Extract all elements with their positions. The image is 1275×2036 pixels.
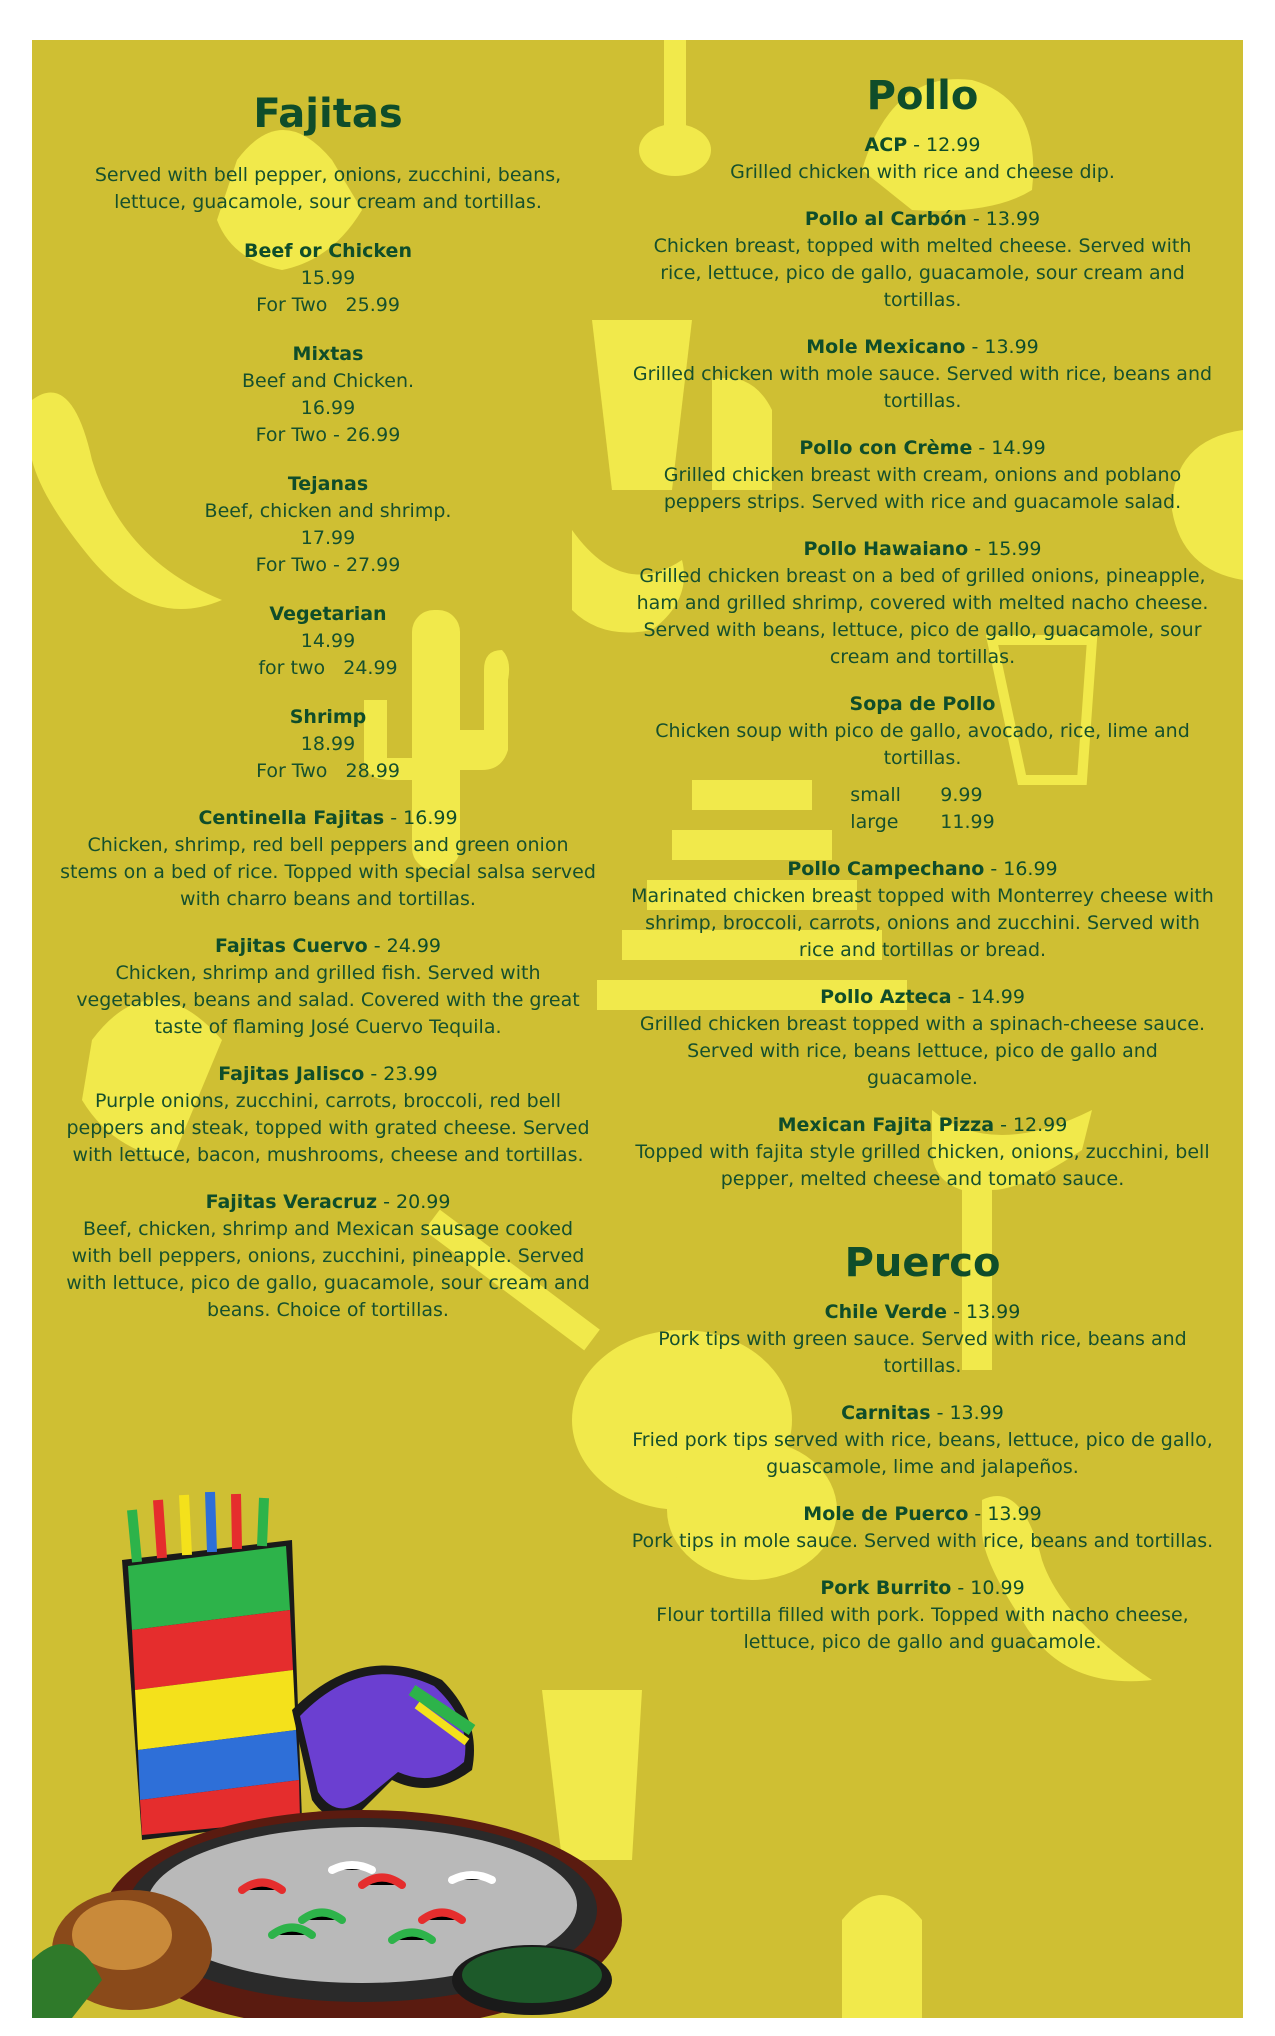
- item-price: - 10.99: [951, 1577, 1025, 1599]
- fajitas-section: [60, 92, 596, 1324]
- menu-item: [60, 471, 596, 579]
- item-name: Fajitas Veracruz: [205, 1191, 378, 1213]
- item-heading: [630, 1575, 1215, 1602]
- item-desc: Pork tips in mole sauce. Served with rice, beans and tortillas.: [631, 1530, 1214, 1552]
- item-desc: Grilled chicken breast with cream, onions and poblano peppers strips. Served with rice and guacamole salad.: [663, 464, 1182, 513]
- item-line: 16.99: [300, 397, 356, 419]
- item-price: - 20.99: [377, 1191, 451, 1213]
- item-name: Pollo al Carbón: [804, 208, 967, 230]
- fajitas-item-list: [60, 805, 596, 1324]
- item-desc: Grilled chicken with mole sauce. Served with rice, beans and tortillas.: [632, 363, 1213, 412]
- size-label: large: [850, 811, 899, 833]
- fajita-illustration: [32, 1480, 652, 2018]
- item-name: Vegetarian: [269, 603, 387, 625]
- item-name: Tejanas: [287, 473, 369, 495]
- menu-item: [630, 132, 1215, 186]
- item-desc: Beef, chicken, shrimp and Mexican sausage cooked with bell peppers, onions, zucchini, pineapple. Served with lettuce, pico de gallo, guacamole, sour cream and beans. Choice of tortillas.: [66, 1218, 590, 1321]
- item-desc: Purple onions, zucchini, carrots, broccoli, red bell peppers and steak, topped with grated cheese. Served with lettuce, bacon, mushrooms, cheese and tortillas.: [66, 1090, 590, 1166]
- menu-item-sopa-de-pollo: [630, 691, 1215, 836]
- item-price: - 14.99: [972, 437, 1046, 459]
- menu-page: [32, 40, 1243, 2018]
- menu-item: [630, 334, 1215, 415]
- menu-item: [60, 238, 596, 319]
- pollo-section: [630, 74, 1215, 1656]
- item-line: For Two - 27.99: [255, 554, 401, 576]
- item-name: Centinella Fajitas: [198, 807, 385, 829]
- item-name: Shrimp: [289, 706, 367, 728]
- item-desc: Grilled chicken breast on a bed of grilled onions, pineapple, ham and grilled shrimp, covered with melted nacho cheese. Served with beans, lettuce, pico de gallo, guacamole, sour cream and tortillas.: [636, 565, 1209, 668]
- menu-item: [630, 1299, 1215, 1380]
- item-line: for two 24.99: [258, 657, 398, 679]
- item-name: Pollo con Crème: [799, 437, 973, 459]
- item-name: Mixtas: [292, 343, 364, 365]
- fajitas-simple-list: [60, 238, 596, 785]
- menu-item: [60, 933, 596, 1041]
- item-price: - 13.99: [968, 1503, 1042, 1525]
- item-price: - 13.99: [966, 208, 1041, 230]
- item-heading: [630, 334, 1215, 361]
- item-heading: [630, 206, 1215, 233]
- item-price: - 16.99: [984, 858, 1058, 880]
- item-heading: [630, 435, 1215, 462]
- item-heading: [60, 1061, 596, 1088]
- item-price: - 13.99: [930, 1402, 1004, 1424]
- item-name: ACP: [864, 134, 908, 156]
- item-line: 14.99: [300, 630, 356, 652]
- item-line: Beef and Chicken.: [241, 370, 415, 392]
- item-price: - 16.99: [384, 807, 458, 829]
- item-name: Pollo Hawaiano: [803, 538, 969, 560]
- item-desc: Chicken, shrimp, red bell peppers and green onion stems on a bed of rice. Topped with special salsa served with charro beans and tortillas.: [60, 834, 596, 910]
- item-price: - 13.99: [965, 336, 1039, 358]
- item-heading: [630, 984, 1215, 1011]
- section-title-fajitas: Fajitas: [253, 91, 403, 137]
- pollo-item-list-2: [630, 856, 1215, 1193]
- item-name: Sopa de Pollo: [849, 693, 996, 715]
- item-desc: Grilled chicken with rice and cheese dip.: [730, 161, 1115, 183]
- fajitas-intro: Served with bell pepper, onions, zucchini, beans, lettuce, guacamole, sour cream and tortillas.: [94, 164, 562, 213]
- item-name: Pollo Azteca: [820, 986, 952, 1008]
- item-heading: [60, 805, 596, 832]
- item-heading: [630, 536, 1215, 563]
- item-price: - 23.99: [364, 1063, 438, 1085]
- item-desc: Pork tips with green sauce. Served with rice, beans and tortillas.: [658, 1328, 1187, 1377]
- item-heading: [630, 1112, 1215, 1139]
- menu-item: [630, 1112, 1215, 1193]
- item-line: Beef, chicken and shrimp.: [204, 500, 452, 522]
- menu-item: [630, 435, 1215, 516]
- section-title-puerco: Puerco: [844, 1240, 1001, 1286]
- item-line: For Two 28.99: [256, 760, 400, 782]
- serape-icon: [122, 1492, 302, 1840]
- item-name: Pork Burrito: [820, 1577, 952, 1599]
- item-desc: Topped with fajita style grilled chicken, onions, zucchini, bell pepper, melted cheese and tomato sauce.: [635, 1141, 1210, 1190]
- menu-item: [60, 1061, 596, 1169]
- item-heading: [630, 1501, 1215, 1528]
- item-line: For Two - 26.99: [255, 424, 401, 446]
- item-name: Mole de Puerco: [803, 1503, 969, 1525]
- size-label: small: [850, 784, 901, 806]
- item-name: Fajitas Jalisco: [218, 1063, 365, 1085]
- item-heading: [630, 132, 1215, 159]
- item-heading: [630, 856, 1215, 883]
- item-price: - 12.99: [994, 1114, 1068, 1136]
- item-heading: [60, 933, 596, 960]
- item-heading: [60, 1189, 596, 1216]
- item-heading: [630, 1299, 1215, 1326]
- size-row: [850, 809, 994, 836]
- item-price: - 14.99: [951, 986, 1025, 1008]
- item-desc: Marinated chicken breast topped with Monterrey cheese with shrimp, broccoli, carrots, onions and zucchini. Served with rice and tortillas or bread.: [631, 885, 1214, 961]
- item-desc: Chicken, shrimp and grilled fish. Served with vegetables, beans and salad. Covered with the great taste of flaming José Cuervo Tequila.: [76, 962, 580, 1038]
- item-line: 17.99: [300, 527, 356, 549]
- item-name: Fajitas Cuervo: [214, 935, 368, 957]
- item-desc: Chicken soup with pico de gallo, avocado, rice, lime and tortillas.: [655, 720, 1190, 769]
- menu-item: [60, 601, 596, 682]
- menu-item: [60, 341, 596, 449]
- menu-item: [630, 536, 1215, 671]
- menu-item: [60, 1189, 596, 1324]
- menu-item: [630, 1400, 1215, 1481]
- item-name: Mexican Fajita Pizza: [777, 1114, 995, 1136]
- item-price: - 15.99: [968, 538, 1042, 560]
- puerco-item-list: [630, 1299, 1215, 1656]
- pollo-item-list: [630, 132, 1215, 671]
- item-price: - 13.99: [947, 1301, 1021, 1323]
- menu-item: [630, 1575, 1215, 1656]
- size-price: 11.99: [940, 811, 995, 833]
- item-line: 15.99: [300, 267, 356, 289]
- item-name: Carnitas: [841, 1402, 931, 1424]
- item-price: - 24.99: [367, 935, 442, 957]
- item-desc: Fried pork tips served with rice, beans, lettuce, pico de gallo, guascamole, lime and jalapeños.: [632, 1429, 1213, 1478]
- menu-item: [630, 984, 1215, 1092]
- item-name: Pollo Campechano: [787, 858, 985, 880]
- item-name: Beef or Chicken: [244, 240, 412, 262]
- fajita-skillet-icon: [32, 1810, 622, 2018]
- size-row: [850, 782, 994, 809]
- menu-item: [60, 805, 596, 913]
- item-desc: Flour tortilla filled with pork. Topped with nacho cheese, lettuce, pico de gallo and guacamole.: [656, 1604, 1189, 1653]
- section-title-pollo: Pollo: [866, 73, 979, 119]
- item-name: Mole Mexicano: [806, 336, 966, 358]
- item-line: For Two 25.99: [256, 294, 400, 316]
- item-desc: Grilled chicken breast topped with a spinach-cheese sauce. Served with rice, beans lettuce, pico de gallo and guacamole.: [639, 1013, 1206, 1089]
- item-desc: Chicken breast, topped with melted cheese. Served with rice, lettuce, pico de gallo, guacamole, sour cream and tortillas.: [653, 235, 1192, 311]
- item-line: 18.99: [300, 733, 356, 755]
- menu-item: [60, 704, 596, 785]
- item-name: Chile Verde: [824, 1301, 948, 1323]
- item-price: - 12.99: [907, 134, 981, 156]
- sopa-size-table: [850, 782, 994, 836]
- sombrero-icon: [292, 1665, 474, 1818]
- menu-item: [630, 1501, 1215, 1555]
- menu-item: [630, 856, 1215, 964]
- menu-item: [630, 206, 1215, 314]
- item-heading: [630, 1400, 1215, 1427]
- size-price: 9.99: [940, 784, 983, 806]
